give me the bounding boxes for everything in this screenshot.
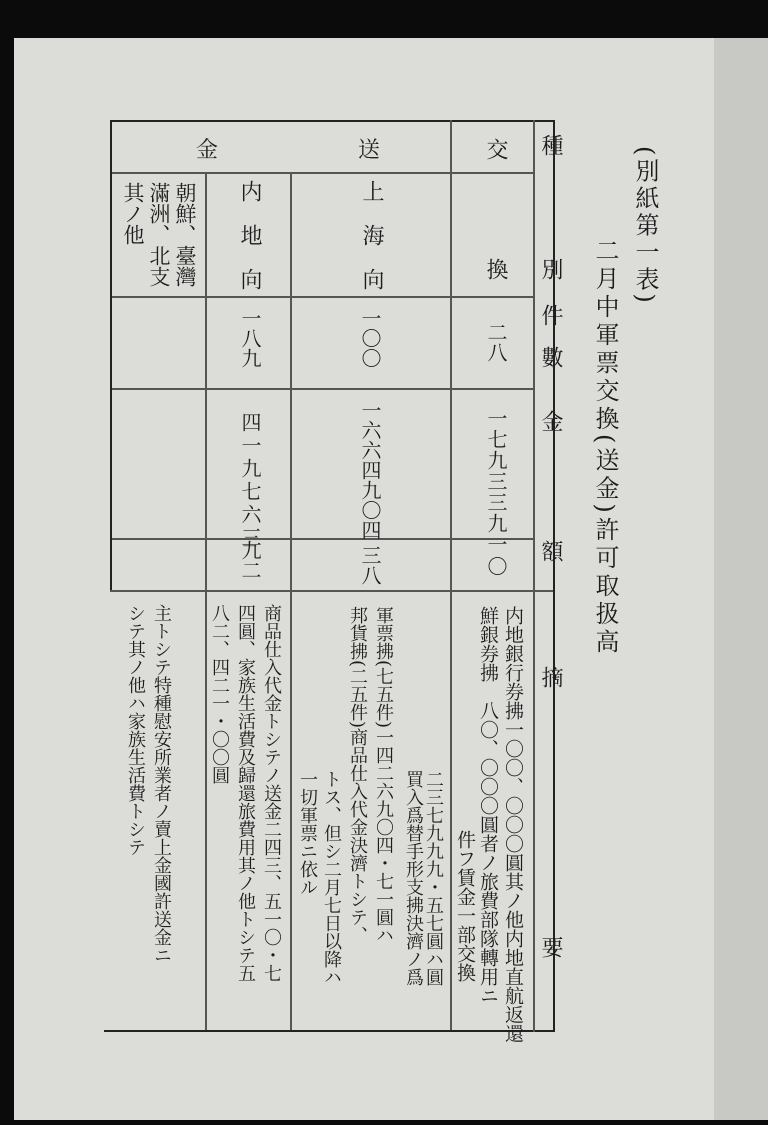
row-exchange-count: 二八 — [484, 322, 508, 362]
row-other-category-3: 其ノ他 — [121, 182, 145, 245]
table-right-border — [553, 120, 555, 1032]
row-exchange-note-1: 内地銀行券拂一〇〇、〇〇〇圓其ノ他内地直航返還 — [502, 606, 524, 1043]
col-divider-naichi — [205, 172, 207, 590]
row-shanghai-note-3: 二三七九九九・五七圓ハ圓 — [423, 770, 444, 986]
row-naichi-note-3: 八二、四二一・〇〇圓 — [209, 604, 230, 784]
row-other-note-2: シテ其ノ他ハ家族生活費トシテ — [125, 604, 146, 856]
row-naichi-amount-sub: 九二 — [238, 540, 262, 580]
row-exchange-note-3: 件フ賃金一部交換 — [454, 830, 476, 982]
col-divider-shanghai — [290, 172, 292, 590]
document-subtitle: 二月中軍票交換(送金)許可取扱高 — [591, 238, 619, 657]
header-amount-a: 金 — [538, 410, 563, 432]
row-exchange-amount: 一七九三三九一 — [484, 408, 508, 555]
table-top-border — [110, 120, 555, 122]
header-note-a: 摘 — [538, 666, 563, 688]
header-count-a: 件 — [538, 304, 563, 326]
group-exchange: 交 — [483, 138, 508, 160]
notes-divider-2 — [290, 590, 292, 1030]
header-kind: 種 — [538, 134, 563, 156]
header-count-b: 數 — [538, 346, 563, 368]
table-row-border-2 — [110, 388, 533, 390]
col-divider-kind — [533, 120, 535, 1032]
table-bottom-border — [104, 1030, 555, 1032]
row-exchange-amount-sub: 〇 — [484, 556, 508, 576]
table-row-border-4 — [110, 590, 555, 592]
row-shanghai-amount: 一六六四九〇四 — [358, 400, 382, 540]
row-shanghai-note-5: トス、但シ二月七日以降ハ — [321, 770, 342, 986]
group-remit-b: 金 — [196, 138, 219, 163]
row-naichi-category: 内地向 — [237, 180, 262, 312]
row-shanghai-note-4: 買入爲替手形支拂決濟ノ爲 — [403, 770, 424, 986]
document-title: (別紙第一表) — [631, 146, 659, 306]
row-shanghai-count: 一〇〇 — [358, 308, 382, 368]
row-shanghai-amount-sub: 三八 — [358, 545, 382, 585]
header-note-b: 要 — [538, 936, 563, 958]
row-naichi-note-1: 商品仕入代金トシテノ送金二四三、五一〇・七 — [261, 604, 282, 982]
row-naichi-count: 一八九 — [238, 308, 262, 368]
table-row-border-3 — [110, 538, 533, 540]
row-other-note-1: 主トシテ特種慰安所業者ノ賣上金國許送金ニ — [151, 604, 172, 964]
table-row-border-1 — [110, 296, 533, 298]
header-amount-b: 額 — [538, 540, 563, 562]
row-naichi-note-2: 四圓、家族生活費及歸還旅費用其ノ他トシテ五 — [235, 604, 256, 982]
row-exchange-note-2: 鮮銀券拂 八〇、〇〇〇圓者ノ旅費部隊轉用ニ — [477, 606, 499, 1005]
row-shanghai-category: 上海向 — [359, 180, 384, 312]
row-exchange-category: 換 — [483, 258, 508, 280]
page-edge-strip — [714, 38, 768, 1120]
row-shanghai-note-2: 邦貨拂(二五件)商品仕入代金決濟トシテ、 — [347, 606, 368, 945]
row-shanghai-note-1: 軍票拂(七五件)一四二六九〇四・七一圓ハ — [373, 606, 394, 945]
table-left-border — [110, 120, 112, 590]
header-kind2: 別 — [538, 258, 563, 280]
row-naichi-amount: 四一九七六三 — [238, 412, 262, 550]
row-other-category-2: 滿洲、北支 — [147, 182, 171, 287]
col-divider-exchange — [450, 120, 452, 590]
row-other-category-1: 朝鮮、臺灣 — [173, 182, 197, 287]
group-remit-a: 送 — [358, 138, 381, 163]
table-header-border — [110, 172, 533, 174]
row-shanghai-note-6: 一切軍票ニ依ル — [297, 770, 318, 896]
